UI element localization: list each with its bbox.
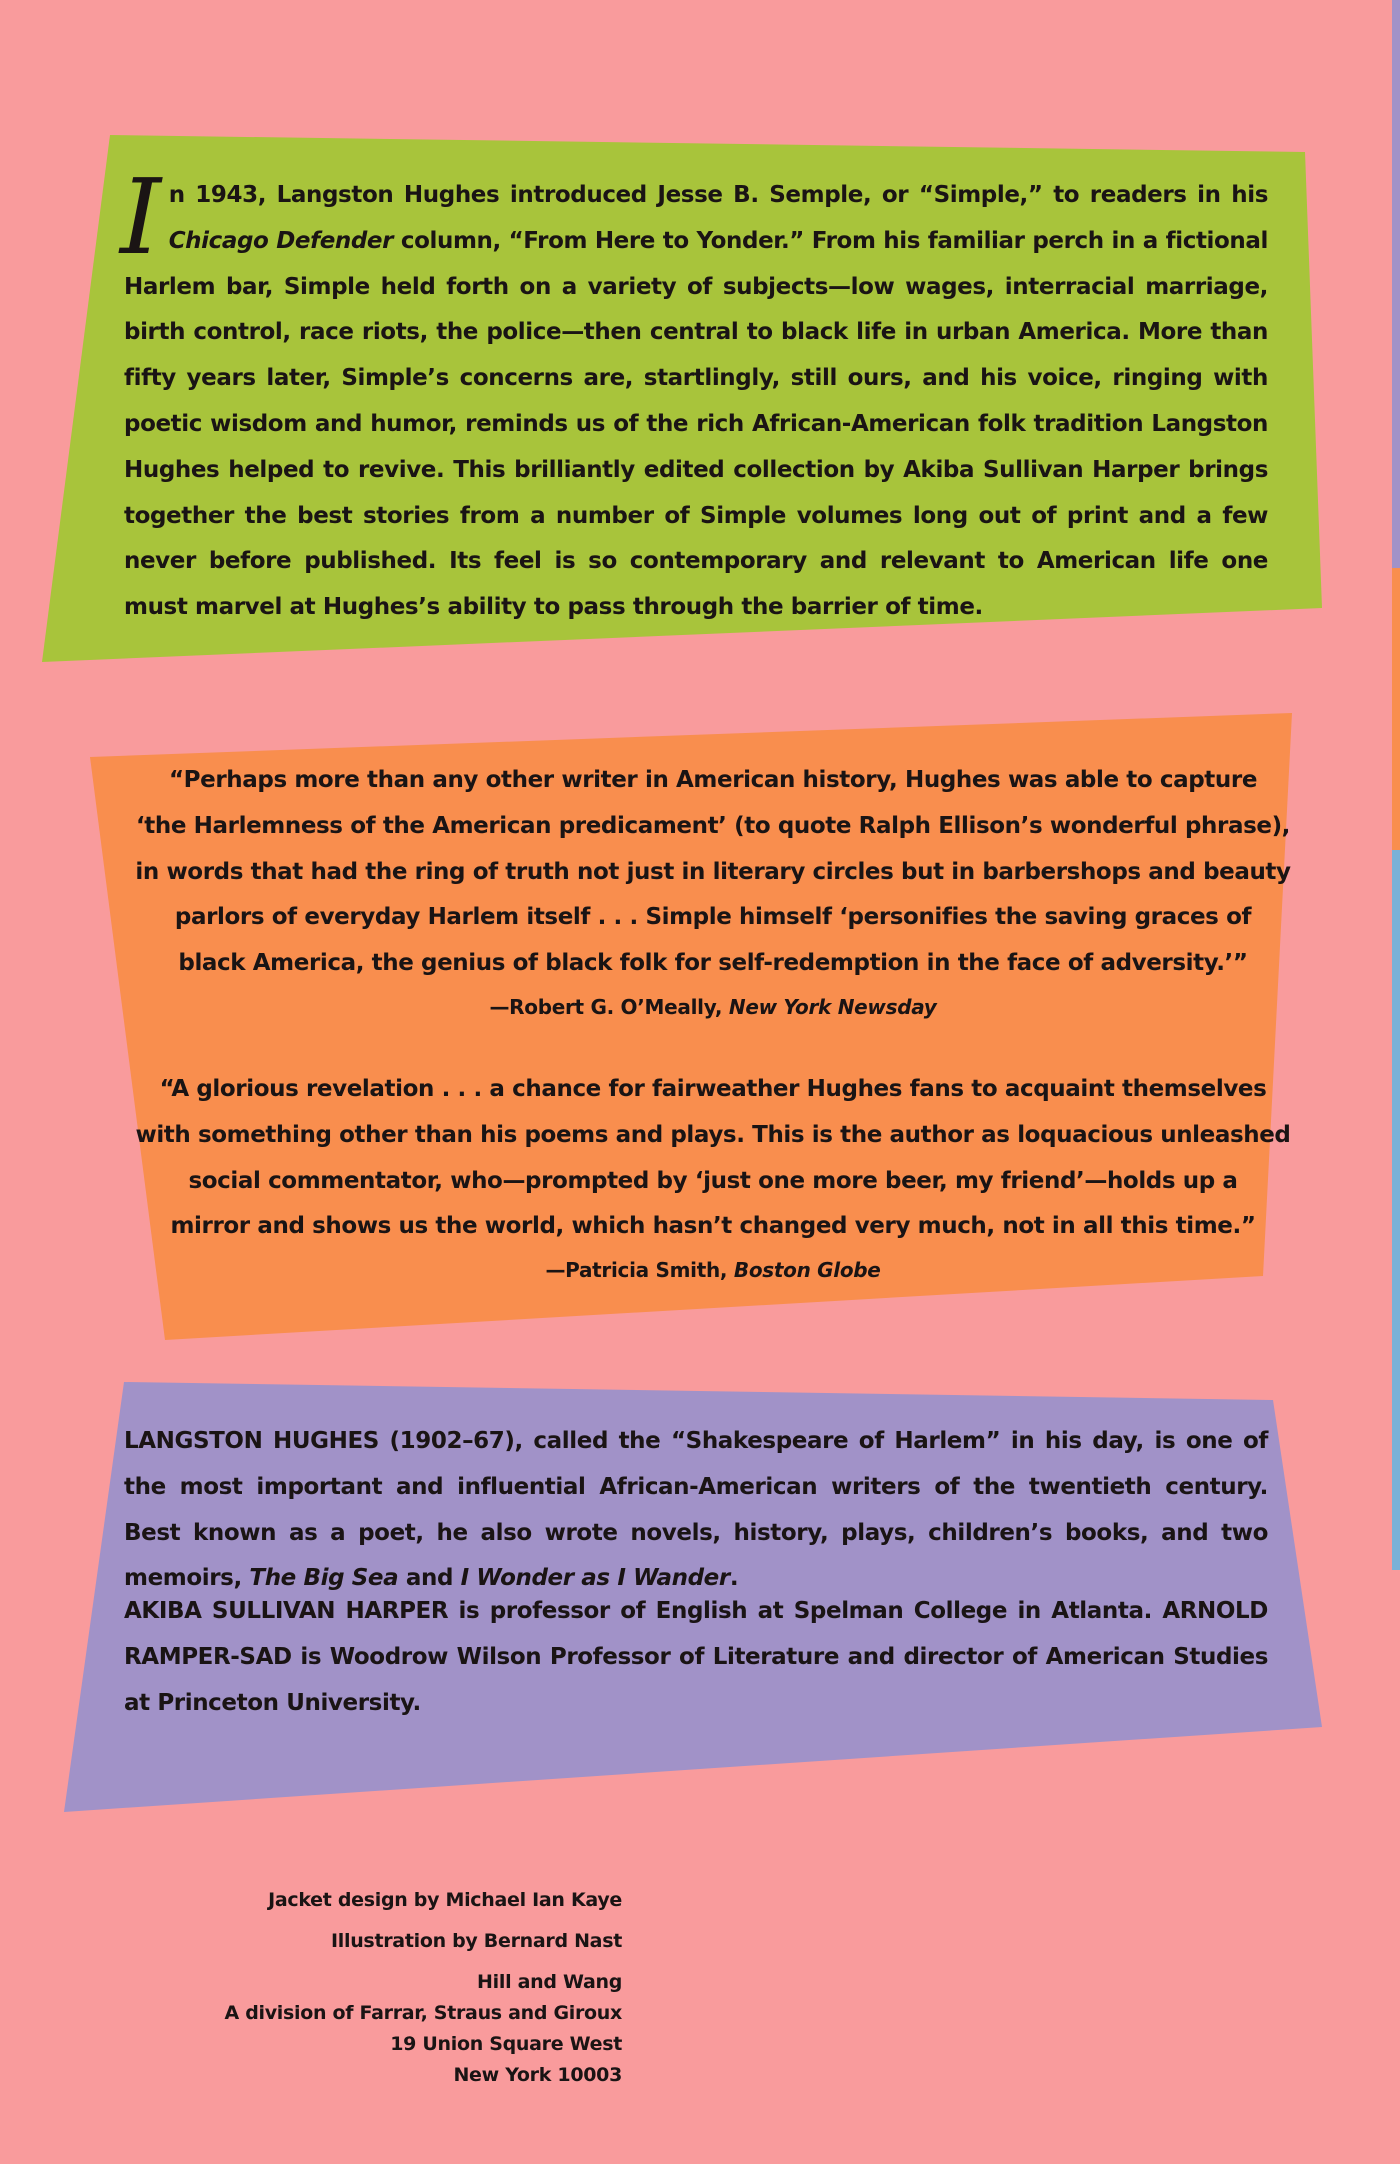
review-1-line: in words that had the ring of truth not just in literary circles but in barbershops and beauty [135,858,1291,885]
editors-bio-text: AKIBA SULLIVAN HARPER is professor of English at Spelman College in Atlanta. ARNOLD RAMPER-SAD is Woodrow Wilson Professor of Literature and director of American Studies at Princeton [124,1598,1268,1716]
review-1-source: New York Newsday [728,994,937,1019]
publisher-address: 19 Union Square West [390,2033,622,2055]
publisher-name: Hill and Wang [477,1971,622,1993]
review-1-line: parlors of everyday Harlem itself . . . Simple himself ‘personifies the saving graces of [174,904,1252,931]
review-2-attribution [118,1250,1308,1290]
memoir-end: . [729,1565,739,1592]
edge-strip-blue [1392,850,1400,1570]
review-2-line: “A glorious revelation . . . a chance for fairweather Hughes fans to acquaint themselves [159,1076,1267,1102]
memoir-title-1: The Big Sea [249,1565,399,1592]
author-bio [124,1419,1268,1602]
illustration-credit: Illustration by Bernard Nast [331,1930,622,1952]
newspaper-title: Chicago Defender [168,227,394,254]
intro-last-line: the barrier of time. [741,594,983,621]
credits [180,1885,622,2091]
edge-strip-orange [1392,568,1400,850]
review-1-line: ‘the Harlemness of the American predicament’ (to quote Ralph Ellison’s wonderful phrase), [135,812,1291,839]
review-2-source: Boston Globe [733,1258,881,1283]
intro-text [120,156,1269,631]
memoir-and: and [405,1565,454,1592]
review-1 [118,758,1308,1027]
review-2-author: —Patricia Smith, [545,1258,728,1283]
intro-body: column, “From Here to Yonder.” From his familiar perch in a fictional Harlem bar, Simple held forth on a variety of subjects—low wages, interracial marriage, birth control, race riots, the police—then central to black life in urban America. More than fifty years later, Simple’s concerns are, startlingly, still ours, and his voice, ringing with poetic wisdom and humor, reminds us of the rich African-American folk tradition Langston Hughes helped to revive. This brilliantly edited collection by Akiba Sullivan Harper brings together the best stories from a number of Simple volumes long out of print and a few never before published. Its feel is so contemporary and relevant to American life one must marvel at Hughes’s ability to pass through [124,227,1269,621]
edge-strip-lavender [1392,0,1400,568]
publisher-city: New York 10003 [453,2064,622,2086]
jacket-credit: Jacket design by Michael Ian Kaye [268,1889,622,1911]
drop-cap: I [120,156,161,278]
review-1-line: “Perhaps more than any other writer in American history, Hughes was able to capture [168,767,1258,793]
review-1-author: —Robert G. O’Meally, [489,994,723,1019]
review-2-line: social commentator, who—prompted by ‘just one more beer, my friend’—holds up a [188,1167,1238,1194]
editors-bio [124,1589,1268,1726]
intro-lead: n 1943, Langston Hughes introduced Jesse B. Semple, or “Simple,” to readers in his [168,182,1268,208]
review-1-line: black America, the genius of black folk for self-redemption in the face of adversity.’” [178,950,1248,977]
review-2 [118,1067,1308,1290]
review-2-line: with something other than his poems and plays. This is the author as loquacious unleashed [135,1121,1291,1148]
author-bio-text: LANGSTON HUGHES (1902–67), called the “Shakespeare of Harlem” in his day, is one of the most important and influential African-American writers of the twentieth century. Best known as a poet, he also wrote novels, history, plays, children’s books, and two memoirs, [124,1428,1268,1592]
publisher-division: A division of Farrar, Straus and Giroux [224,2002,622,2024]
review-1-attribution [118,987,1308,1027]
memoir-title-2: I Wonder as I Wander [460,1565,730,1592]
review-2-line: mirror and shows us the world, which hasn’t changed very much, not in all this time.” [170,1213,1256,1240]
editors-bio-last: University. [286,1689,421,1716]
